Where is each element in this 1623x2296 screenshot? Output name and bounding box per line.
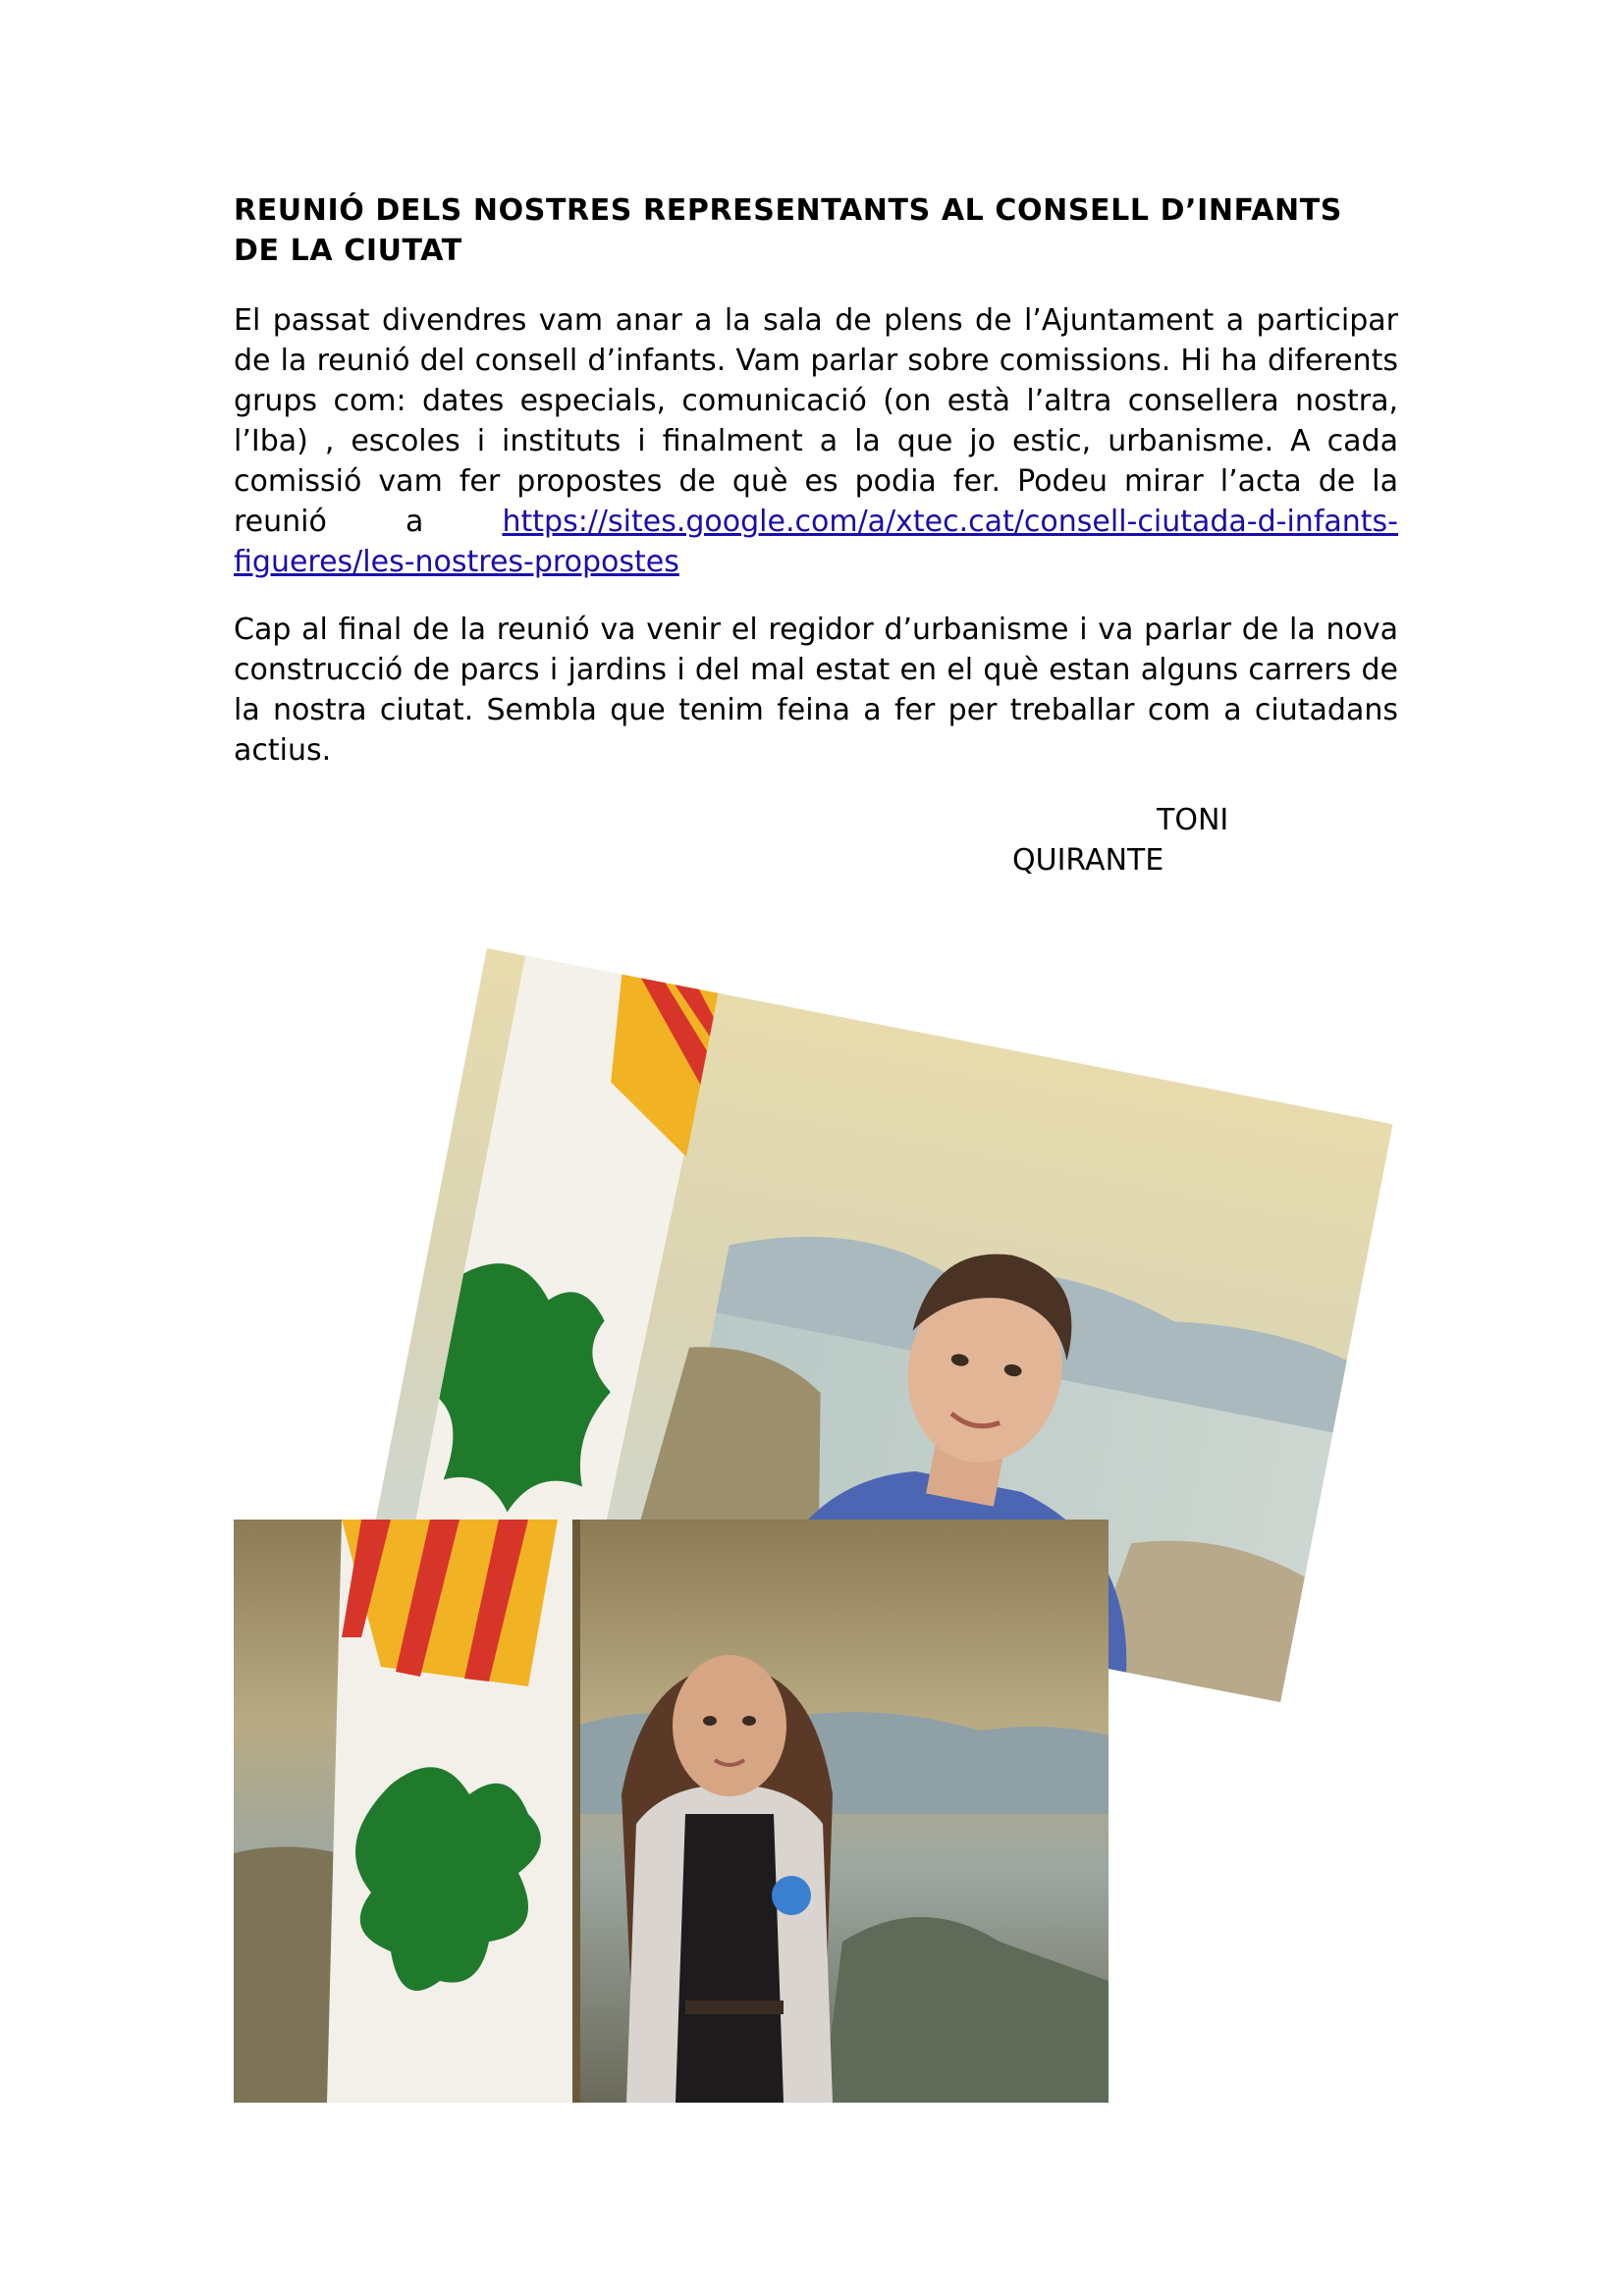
article-title: REUNIÓ DELS NOSTRES REPRESENTANTS AL CONSELL D’INFANTS DE LA CIUTAT	[234, 193, 1343, 268]
article-paragraph-1	[234, 300, 1398, 582]
photo-girl-with-flag	[234, 1520, 1109, 2103]
minutes-link[interactable]: https://sites.google.com/a/xtec.cat/consell-ciutada-d-infants-figueres/les-nostres-propostes	[234, 505, 1398, 579]
signature-first-name: TONI	[1157, 803, 1229, 837]
paragraph-1-text: El passat divendres vam anar a la sala de plens de l’Ajuntament a participar de la reunió del consell d’infants. Vam parlar sobre comissions. Hi ha diferents grups com: dates especials, comunicació (on està l’altra consellera nostra, l’Iba) , escoles i instituts i finalment a la que jo estic, urbanisme. A cada comissió vam fer propostes de què es podia fer. Podeu mirar l’acta de la reunió a	[234, 303, 1398, 539]
photo-girl-image	[234, 1520, 1109, 2103]
article-paragraph-2: Cap al final de la reunió va venir el regidor d’urbanisme i va parlar de la nova construcció de parcs i jardins i del mal estat en el què estan alguns carrers de la nostra ciutat. Sembla que tenim feina a fer per treballar com a ciutadans actius.	[234, 613, 1398, 768]
signature-last-name: QUIRANTE	[1012, 843, 1164, 878]
